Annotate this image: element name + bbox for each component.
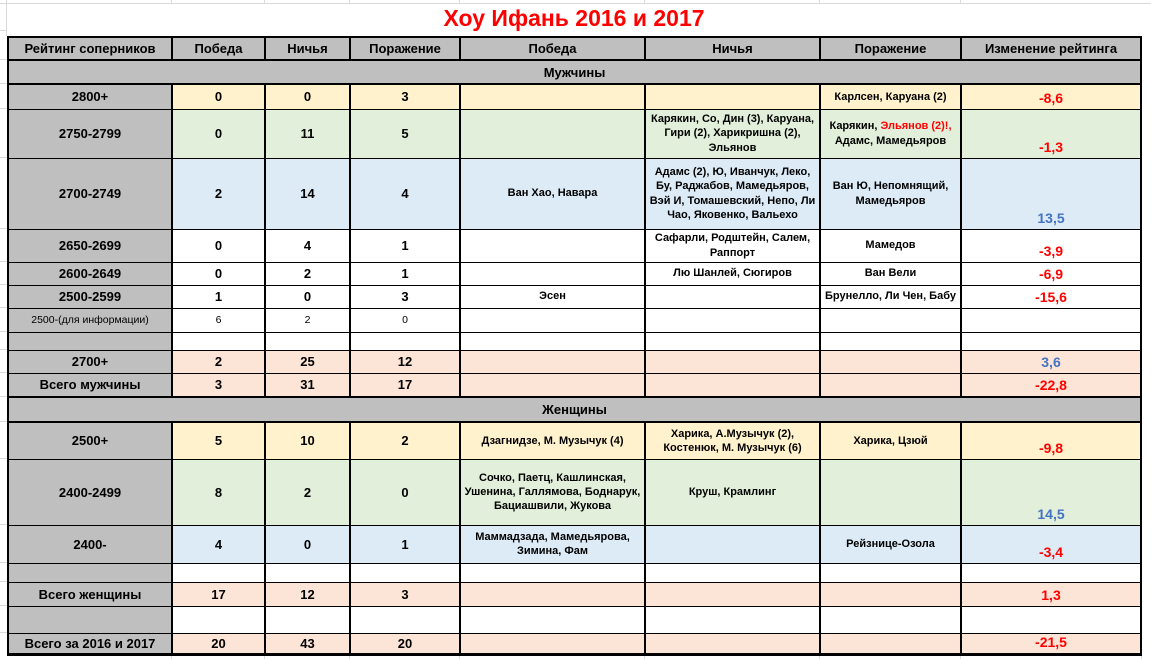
loss-names-cell: Карлсен, Каруана (2) bbox=[820, 84, 961, 109]
gridline bbox=[0, 157, 7, 158]
draw-count-cell: 10 bbox=[265, 422, 350, 459]
draw-names-cell: Харика, А.Музычук (2), Костенюк, М. Музычук (6) bbox=[645, 422, 820, 459]
spacer-cell bbox=[172, 606, 265, 633]
spacer-cell bbox=[645, 332, 820, 350]
column-header: Ничья bbox=[645, 37, 820, 60]
gridline bbox=[0, 349, 7, 350]
draw-count-cell: 0 bbox=[265, 525, 350, 563]
win-count-cell: 0 bbox=[172, 109, 265, 158]
gridline bbox=[0, 331, 7, 332]
spacer-cell bbox=[961, 563, 1141, 582]
draw-count-cell: 2 bbox=[265, 308, 350, 332]
draw-names-cell bbox=[645, 308, 820, 332]
win-names-cell bbox=[460, 308, 645, 332]
rating-change-cell: -9,8 bbox=[961, 422, 1141, 459]
loss-names-cell bbox=[820, 633, 961, 654]
draw-names-cell: Карякин, Со, Дин (3), Каруана, Гири (2), Харикришна (2), Эльянов bbox=[645, 109, 820, 158]
loss-count-cell: 1 bbox=[350, 229, 460, 262]
rating-cell: 2600-2649 bbox=[8, 262, 172, 285]
spacer-cell bbox=[820, 332, 961, 350]
win-count-cell: 1 bbox=[172, 285, 265, 308]
spacer-cell bbox=[350, 606, 460, 633]
rating-cell: 2500-(для информации) bbox=[8, 308, 172, 332]
loss-count-cell: 1 bbox=[350, 262, 460, 285]
draw-count-cell: 31 bbox=[265, 373, 350, 397]
loss-names-cell bbox=[820, 459, 961, 525]
loss-names-cell: Мамедов bbox=[820, 229, 961, 262]
gridline bbox=[0, 284, 7, 285]
win-count-cell: 2 bbox=[172, 158, 265, 229]
page-title: Хоу Ифань 2016 и 2017 bbox=[443, 5, 705, 31]
loss-names-cell bbox=[820, 109, 961, 158]
rating-cell: 2700+ bbox=[8, 350, 172, 373]
win-count-cell: 0 bbox=[172, 262, 265, 285]
draw-count-cell: 14 bbox=[265, 158, 350, 229]
loss-name-highlighted: Эльянов (2)!, bbox=[880, 120, 952, 133]
win-count-cell: 20 bbox=[172, 633, 265, 654]
gridline bbox=[0, 228, 7, 229]
gridline bbox=[0, 421, 7, 422]
loss-count-cell: 20 bbox=[350, 633, 460, 654]
rating-change-cell: -3,4 bbox=[961, 525, 1141, 563]
loss-name-text: Адамс, Мамедьяров bbox=[834, 134, 947, 147]
win-names-cell bbox=[460, 109, 645, 158]
rating-change-cell: -15,6 bbox=[961, 285, 1141, 308]
column-header: Изменение рейтинга bbox=[961, 37, 1141, 60]
loss-names-cell: Ван Ю, Непомнящий, Мамедьяров bbox=[820, 158, 961, 229]
spacer-cell bbox=[460, 606, 645, 633]
loss-count-cell: 5 bbox=[350, 109, 460, 158]
rating-change-cell: 1,3 bbox=[961, 582, 1141, 606]
rating-cell: 2750-2799 bbox=[8, 109, 172, 158]
gridline bbox=[0, 524, 7, 525]
draw-names-cell bbox=[645, 84, 820, 109]
rating-change-cell: 14,5 bbox=[961, 459, 1141, 525]
column-header: Поражение bbox=[820, 37, 961, 60]
rating-change-cell: -1,3 bbox=[961, 109, 1141, 158]
win-names-cell: Дзагнидзе, М. Музычук (4) bbox=[460, 422, 645, 459]
win-names-cell: Маммадзада, Мамедьярова, Зимина, Фам bbox=[460, 525, 645, 563]
rating-cell: Всего за 2016 и 2017 bbox=[8, 633, 172, 654]
spacer-cell bbox=[961, 606, 1141, 633]
rating-change-cell: 13,5 bbox=[961, 158, 1141, 229]
draw-names-cell bbox=[645, 525, 820, 563]
draw-names-cell: Сафарли, Родштейн, Салем, Раппорт bbox=[645, 229, 820, 262]
column-header: Ничья bbox=[265, 37, 350, 60]
gridline bbox=[0, 605, 7, 606]
results-table bbox=[7, 36, 1142, 656]
gridline bbox=[0, 458, 7, 459]
loss-count-cell: 0 bbox=[350, 459, 460, 525]
draw-count-cell: 0 bbox=[265, 285, 350, 308]
rating-change-cell: -22,8 bbox=[961, 373, 1141, 397]
win-count-cell: 6 bbox=[172, 308, 265, 332]
gridline bbox=[0, 372, 7, 373]
loss-names-cell: Ван Вели bbox=[820, 262, 961, 285]
rating-cell: Всего мужчины bbox=[8, 373, 172, 397]
loss-name-text: Карякин, bbox=[829, 120, 881, 133]
loss-count-cell: 3 bbox=[350, 285, 460, 308]
rating-change-cell: 3,6 bbox=[961, 350, 1141, 373]
spacer-cell bbox=[460, 332, 645, 350]
spacer-rating-cell bbox=[8, 563, 172, 582]
section-header: Мужчины bbox=[8, 60, 1141, 84]
win-names-cell: Ван Хао, Навара bbox=[460, 158, 645, 229]
section-header: Женщины bbox=[8, 397, 1141, 422]
win-names-cell bbox=[460, 229, 645, 262]
rating-cell: 2500-2599 bbox=[8, 285, 172, 308]
draw-count-cell: 43 bbox=[265, 633, 350, 654]
spacer-cell bbox=[265, 563, 350, 582]
loss-count-cell: 2 bbox=[350, 422, 460, 459]
draw-names-cell: Лю Шанлей, Сюгиров bbox=[645, 262, 820, 285]
loss-names-cell: Брунелло, Ли Чен, Бабу bbox=[820, 285, 961, 308]
draw-count-cell: 2 bbox=[265, 262, 350, 285]
loss-names-cell bbox=[820, 582, 961, 606]
win-count-cell: 17 bbox=[172, 582, 265, 606]
win-names-cell bbox=[460, 84, 645, 109]
rating-cell: 2700-2749 bbox=[8, 158, 172, 229]
rating-change-cell: -21,5 bbox=[961, 633, 1141, 654]
rating-change-cell bbox=[961, 308, 1141, 332]
draw-count-cell: 11 bbox=[265, 109, 350, 158]
win-names-cell: Эсен bbox=[460, 285, 645, 308]
gridline bbox=[0, 562, 7, 563]
column-header: Поражение bbox=[350, 37, 460, 60]
spacer-cell bbox=[172, 332, 265, 350]
spacer-cell bbox=[265, 332, 350, 350]
rating-cell: Всего женщины bbox=[8, 582, 172, 606]
gridline bbox=[0, 307, 7, 308]
draw-count-cell: 4 bbox=[265, 229, 350, 262]
spacer-rating-cell bbox=[8, 332, 172, 350]
win-count-cell: 0 bbox=[172, 229, 265, 262]
gridline bbox=[0, 581, 7, 582]
loss-count-cell: 1 bbox=[350, 525, 460, 563]
draw-names-cell bbox=[645, 285, 820, 308]
spacer-cell bbox=[645, 606, 820, 633]
win-count-cell: 3 bbox=[172, 373, 265, 397]
win-count-cell: 2 bbox=[172, 350, 265, 373]
draw-count-cell: 0 bbox=[265, 84, 350, 109]
gridline bbox=[0, 59, 7, 60]
column-header: Рейтинг соперников bbox=[8, 37, 172, 60]
rating-cell: 2500+ bbox=[8, 422, 172, 459]
loss-count-cell: 17 bbox=[350, 373, 460, 397]
win-names-cell bbox=[460, 262, 645, 285]
gridline bbox=[0, 396, 7, 397]
rating-cell: 2650-2699 bbox=[8, 229, 172, 262]
draw-names-cell: Круш, Крамлинг bbox=[645, 459, 820, 525]
spacer-cell bbox=[645, 563, 820, 582]
spacer-cell bbox=[961, 332, 1141, 350]
spacer-rating-cell bbox=[8, 606, 172, 633]
spacer-cell bbox=[460, 563, 645, 582]
rating-cell: 2800+ bbox=[8, 84, 172, 109]
column-header: Победа bbox=[460, 37, 645, 60]
win-count-cell: 5 bbox=[172, 422, 265, 459]
loss-names-cell bbox=[820, 308, 961, 332]
win-names-cell bbox=[460, 350, 645, 373]
loss-count-cell: 3 bbox=[350, 582, 460, 606]
win-names-cell bbox=[460, 373, 645, 397]
spacer-cell bbox=[350, 563, 460, 582]
column-header: Победа bbox=[172, 37, 265, 60]
loss-count-cell: 12 bbox=[350, 350, 460, 373]
draw-names-cell bbox=[645, 633, 820, 654]
spacer-cell bbox=[350, 332, 460, 350]
draw-names-cell bbox=[645, 350, 820, 373]
win-count-cell: 4 bbox=[172, 525, 265, 563]
draw-names-cell: Адамс (2), Ю, Иванчук, Леко, Бу, Раджабов, Мамедьяров, Вэй И, Томашевский, Непо, Ли Чао, Яковенко, Вальехо bbox=[645, 158, 820, 229]
draw-count-cell: 25 bbox=[265, 350, 350, 373]
loss-names-cell bbox=[820, 350, 961, 373]
loss-count-cell: 3 bbox=[350, 84, 460, 109]
rating-cell: 2400- bbox=[8, 525, 172, 563]
rating-change-cell: -6,9 bbox=[961, 262, 1141, 285]
draw-names-cell bbox=[645, 582, 820, 606]
spacer-cell bbox=[265, 606, 350, 633]
rating-change-cell: -3,9 bbox=[961, 229, 1141, 262]
gridline bbox=[0, 632, 7, 633]
spacer-cell bbox=[820, 606, 961, 633]
gridline bbox=[0, 83, 7, 84]
rating-cell: 2400-2499 bbox=[8, 459, 172, 525]
loss-count-cell: 0 bbox=[350, 308, 460, 332]
win-names-cell: Сочко, Паетц, Кашлинская, Ушенина, Галлямова, Боднарук, Бациашвили, Жукова bbox=[460, 459, 645, 525]
win-names-cell bbox=[460, 633, 645, 654]
draw-count-cell: 12 bbox=[265, 582, 350, 606]
draw-names-cell bbox=[645, 373, 820, 397]
rating-change-cell: -8,6 bbox=[961, 84, 1141, 109]
gridline bbox=[0, 261, 7, 262]
loss-count-cell: 4 bbox=[350, 158, 460, 229]
gridline bbox=[0, 108, 7, 109]
win-count-cell: 8 bbox=[172, 459, 265, 525]
results-table-body bbox=[8, 37, 1141, 654]
loss-names-cell: Рейзнице-Озола bbox=[820, 525, 961, 563]
loss-names-cell: Харика, Цзюй bbox=[820, 422, 961, 459]
draw-count-cell: 2 bbox=[265, 459, 350, 525]
win-count-cell: 0 bbox=[172, 84, 265, 109]
spacer-cell bbox=[820, 563, 961, 582]
spacer-cell bbox=[172, 563, 265, 582]
loss-names-cell bbox=[820, 373, 961, 397]
win-names-cell bbox=[460, 582, 645, 606]
